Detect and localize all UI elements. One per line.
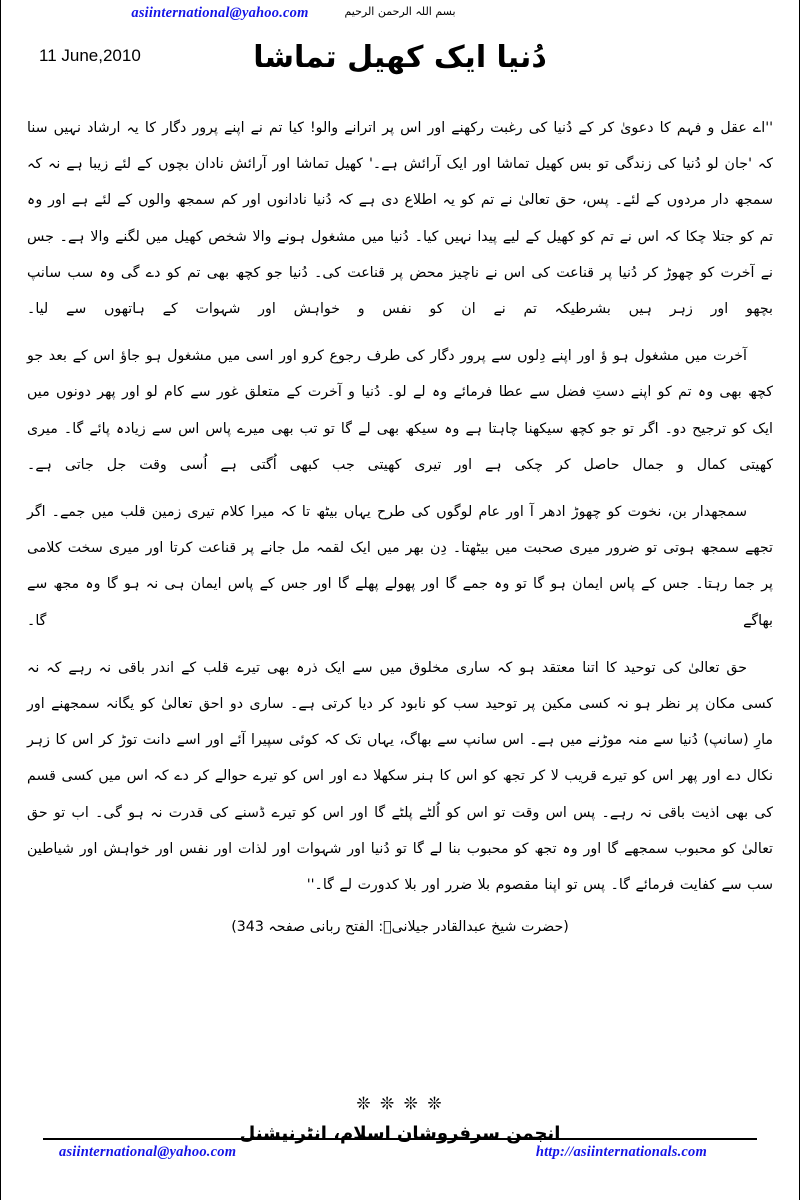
footer-email-address[interactable]: asiinternational@yahoo.com bbox=[59, 1144, 237, 1160]
document-footer bbox=[1, 1138, 799, 1172]
bismillah-text: بسم اللہ الرحمن الرحیم bbox=[344, 5, 456, 18]
header-email-address[interactable]: asiinternational@yahoo.com bbox=[131, 5, 309, 21]
document-body bbox=[27, 110, 773, 1082]
footer-divider bbox=[43, 1138, 757, 1140]
body-paragraph: سمجھدار بن، نخوت کو چھوڑ ادھر آ اور عام لوگوں کی طرح یہاں بیٹھ تا کہ میرا کلام تیری زمین قلب میں جمے۔ اگر تجھے سمجھ ہوتی تو ضرور میری صحبت میں بیٹھتا۔ دِن بھر میں ایک لقمہ مل جانے پر قناعت کرتا اور میری سخت کلامی پر جما رہتا۔ جس کے پاس ایمان ہو گا تو وہ جمے گا اور پھولے پھلے گا اور جس کے پاس ایمان ہی نہ ہو گا وہ مجھ سے بھاگے گا۔ bbox=[27, 504, 773, 629]
body-paragraph: ''اے عقل و فہم کا دعویٰ کر کے دُنیا کی رغبت رکھنے اور اس پر اترانے والو! کیا تم نے اپنے پرور دگار کا یہ ارشاد نہیں سنا کہ 'جان لو دُنیا کی زندگی تو بس کھیل تماشا اور ایک آرائش ہے۔' کھیل تماشا اور آرائش نادان بچوں کے لئے زیبا ہے نہ کہ سمجھ دار مردوں کے لئے۔ پس، حق تعالیٰ نے تم کو یہ اطلاع دی ہے کہ دُنیا نادانوں اور کم سمجھ والوں کے لئے ہے اور وہ تم کو جتلا چکا کہ اس نے تم کو کھیل کے لیے پیدا نہیں کیا۔ دُنیا میں مشغول ہونے والا شخص کھیل میں لگنے والا ہے۔ جس نے آخرت کو چھوڑ کر دُنیا پر قناعت کی اس نے ناچیز محض پر قناعت کی۔ دُنیا جو کچھ بھی تم کو دے گی وہ سب سانپ بچھو اور زہر ہیں بشرطیکہ تم نے ان کو نفس و خواہش اور شہوات کے ہاتھوں سے لیا۔ bbox=[27, 120, 773, 318]
title-row bbox=[1, 38, 799, 100]
body-paragraph: آخرت میں مشغول ہو ؤ اور اپنے دِلوں سے پرور دگار کی طرف رجوع کرو اور اسی میں مشغول ہو جاؤ اس کے بعد جو کچھ بھی وہ تم کو اپنے دستِ فضل سے عطا فرمائے وہ لے لو۔ دُنیا و آخرت کے متعلق غور سے کام لو اور پھر دونوں میں ایک کو ترجیح دو۔ اگر تو جو کچھ سیکھنا چاہتا ہے وہ سیکھ بھی لے گا تو تب بھی میرے پاس اس سے زیادہ پائے گا۔ میری کھیتی کمال و جمال حاصل کر چکی ہے اور تیری کھیتی جب کبھی اُگتی ہے اُسی وقت جل جاتی ہے۔ bbox=[27, 348, 773, 473]
footer-links bbox=[59, 1144, 741, 1161]
page-title: دُنیا ایک کھیل تماشا bbox=[253, 40, 547, 75]
footer-website-url[interactable]: http://asiinternationals.com bbox=[535, 1144, 707, 1160]
star-ornament-icon: ❊ ❊ ❊ ❊ bbox=[356, 1093, 444, 1114]
body-paragraph: حق تعالیٰ کی توحید کا اتنا معتقد ہو کہ ساری مخلوق میں سے ایک ذرہ بھی تیرے قلب کے اندر باقی نہ رہے کہ نہ کسی مکان پر نظر ہو نہ کسی مکین پر توحید سب کو نابود کر دیا کرتی ہے۔ ساری دو احق تعالیٰ کو یگانہ سمجھنے اور مارِ (سانپ) دُنیا سے منہ موڑنے میں ہے۔ اس سانپ سے بھاگ، یہاں تک کہ کوئی سپیرا آئے اور اسے دانت توڑ کر اس کا زہر نکال دے اور پھر اس کو تیرے قریب لا کر تجھ کو اس کا ہنر سکھلا دے اور اس کو تیرے حوالے کر دے کہ اس میں کسی قسم کی بھی اذیت باقی نہ رہے۔ پس اس وقت تو اس کو اُلٹے پلٹے گا اور اس کو تیرے ڈسنے کی قدرت نہ ہو گی۔ اب تو حق تعالیٰ کو محبوب سمجھے گا اور وہ تجھ کو محبوب بنا لے گا تو دُنیا اور شہوات اور لذات اور نفس اور خواہش اور شیاطین سب سے کفایت فرمائے گا۔ پس تو اپنا مقصوم بلا ضرر اور بلا کدورت لے گا۔'' bbox=[27, 659, 773, 894]
colophon bbox=[1, 1094, 799, 1144]
document-date: 11 June,2010 bbox=[39, 46, 141, 65]
organization-name: انجمن سرفروشان اسلام، انٹرنیشنل bbox=[239, 1123, 561, 1144]
document-header bbox=[1, 0, 799, 108]
source-attribution: (حضرت شیخ عبدالقادر جیلانیؒ: الفتح ربانی صفحہ 343) bbox=[231, 919, 569, 936]
